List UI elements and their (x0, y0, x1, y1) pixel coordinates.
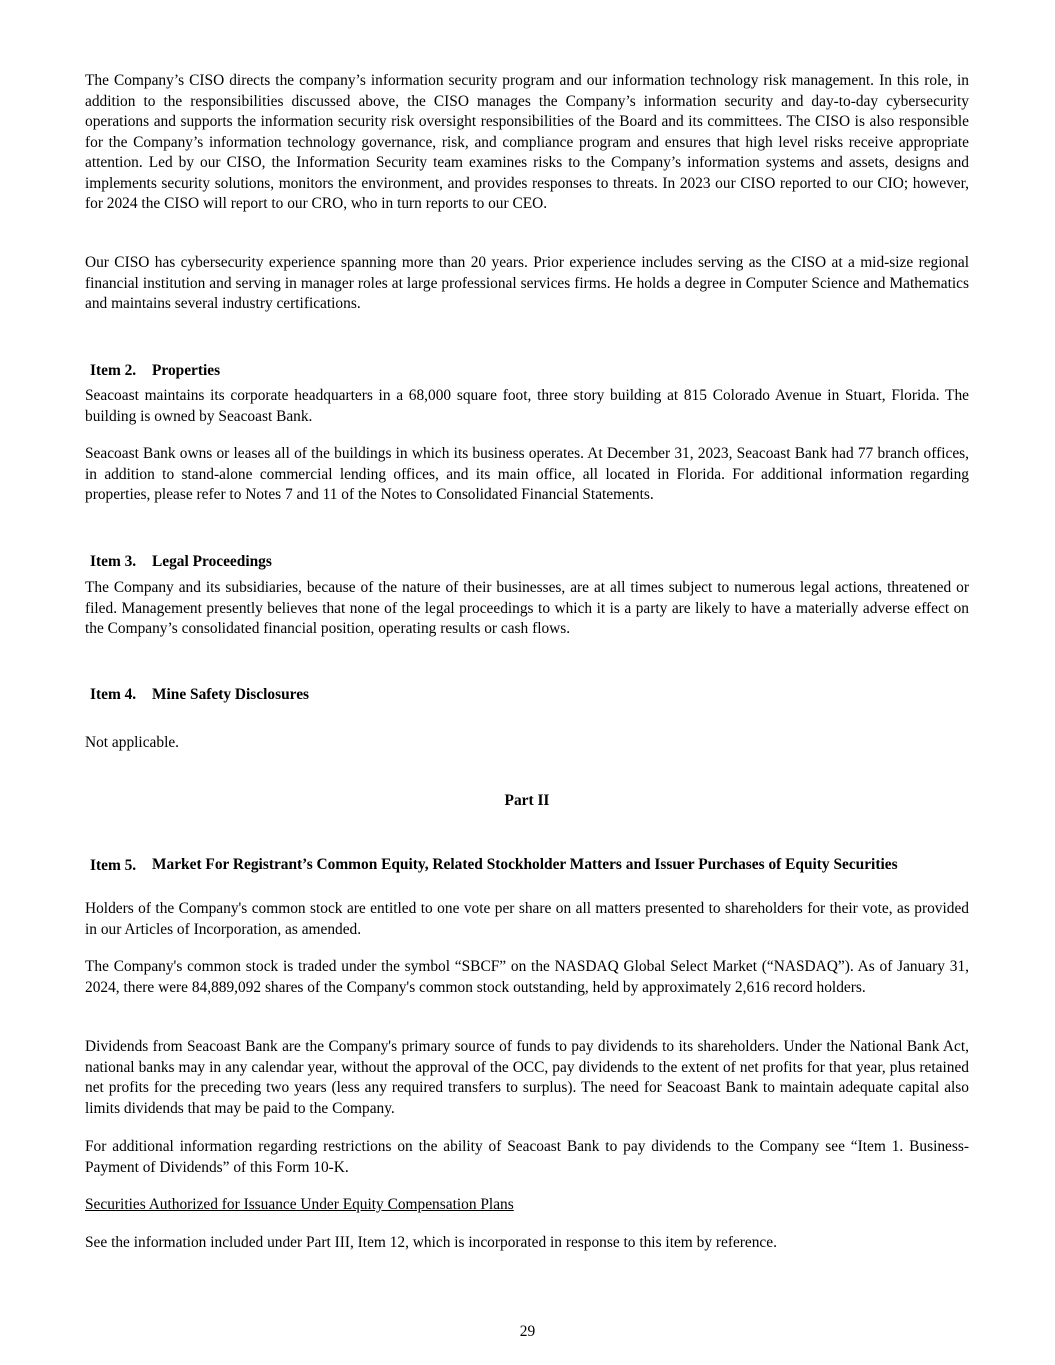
item2-heading (90, 361, 969, 382)
item3-number: Item 3. (90, 553, 137, 570)
item5-heading (90, 856, 969, 877)
item5-number: Item 5. (90, 857, 137, 874)
item2-paragraph-2: Seacoast Bank owns or leases all of the buildings in which its business operates. At December 31, 2023, Seacoast Bank had 77 branch offices, in addition to stand-alone commercial lending offices, and its main office, all located in Florida. For additional information regarding properties, please refer to Notes 7 and 11 of the Notes to Consolidated Financial Statements. (85, 445, 969, 503)
item3-paragraph-1: The Company and its subsidiaries, because of the nature of their businesses, are at all times subject to numerous legal actions, threatened or filed. Management presently believes that none of the legal proceedings to which it is a party are likely to have a materially adverse effect on the Company’s consolidated financial position, operating results or cash flows. (85, 579, 969, 637)
item2-number: Item 2. (90, 362, 137, 379)
item3-title: Legal Proceedings (152, 553, 272, 570)
item5-paragraph-2: The Company's common stock is traded under the symbol “SBCF” on the NASDAQ Global Select Market (“NASDAQ”). As of January 31, 2024, there were 84,889,092 shares of the Company's common stock outstanding, held by approximately 2,616 record holders. (85, 958, 969, 996)
item2-paragraph-1: Seacoast maintains its corporate headquarters in a 68,000 square foot, three story building at 815 Colorado Avenue in Stuart, Florida. The building is owned by Seacoast Bank. (85, 387, 969, 425)
item4-heading (90, 685, 969, 706)
item4-number: Item 4. (90, 686, 137, 703)
part-ii-title: Part II (504, 792, 550, 809)
item5-title: Market For Registrant’s Common Equity, Related Stockholder Matters and Issuer Purchases of Equity Securities (152, 856, 898, 873)
item4-title: Mine Safety Disclosures (152, 686, 310, 703)
item2-title: Properties (152, 362, 221, 379)
item4-paragraph-1: Not applicable. (85, 734, 180, 751)
item5-paragraph-5: See the information included under Part III, Item 12, which is incorporated in response to this item by reference. (85, 1234, 777, 1251)
item5-paragraph-1: Holders of the Company's common stock are entitled to one vote per share on all matters presented to shareholders for their vote, as provided in our Articles of Incorporation, as amended. (85, 900, 969, 938)
item5-paragraph-4: For additional information regarding restrictions on the ability of Seacoast Bank to pay dividends to the Company see “Item 1. Business- Payment of Dividends” of this Form 10-K. (85, 1138, 969, 1176)
page-number: 29 (519, 1323, 536, 1340)
ciso-experience-paragraph: Our CISO has cybersecurity experience spanning more than 20 years. Prior experience includes serving as the CISO at a mid-size regional financial institution and serving in manager roles at large professional services firms. He holds a degree in Computer Science and Mathematics and maintains several industry certifications. (85, 254, 969, 312)
item5-paragraph-3: Dividends from Seacoast Bank are the Company's primary source of funds to pay dividends to its shareholders. Under the National Bank Act, national banks may in any calendar year, without the approval of the OCC, pay dividends to the extent of net profits for that year, plus retained net profits for the preceding two years (less any required transfers to surplus). The need for Seacoast Bank to maintain adequate capital also limits dividends that may be paid to the Company. (85, 1038, 969, 1117)
equity-compensation-subheading: Securities Authorized for Issuance Under Equity Compensation Plans (85, 1196, 514, 1213)
ciso-role-paragraph: The Company’s CISO directs the company’s information security program and our information technology risk management. In this role, in addition to the responsibilities discussed above, the CISO manages the Company’s information security and day-to-day cybersecurity operations and supports the information security risk oversight responsibilities of the Board and its committees. The CISO is also responsible for the Company’s information technology governance, risk, and compliance program and ensures that high level risks receive appropriate attention. Led by our CISO, the Information Security team examines risks to the Company’s information systems and assets, designs and implements security solutions, monitors the environment, and provides responses to threats. In 2023 our CISO reported to our CIO; however, for 2024 the CISO will report to our CRO, who in turn reports to our CEO. (85, 72, 969, 212)
item3-heading (90, 552, 969, 573)
